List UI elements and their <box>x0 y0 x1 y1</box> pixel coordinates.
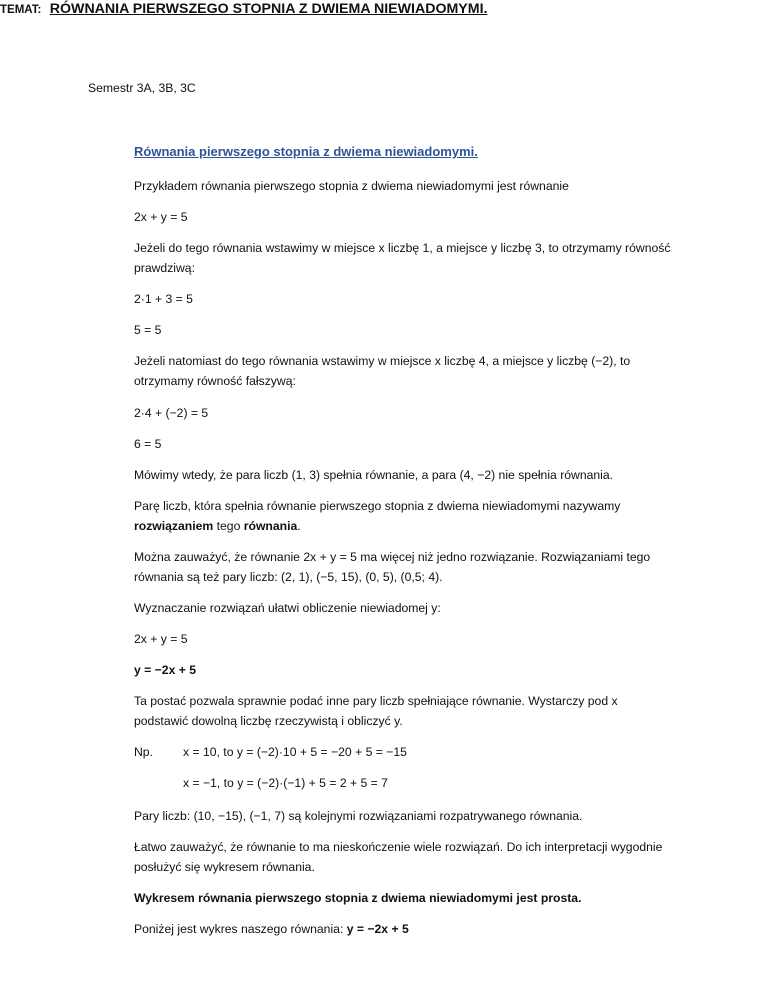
paragraph-intro: Przykładem równania pierwszego stopnia z dwiema niewiadomymi jest równanie <box>134 179 569 193</box>
equation-6: 2x + y = 5 <box>134 632 188 646</box>
paragraph-graph-definition: Wykresem równania pierwszego stopnia z dwiema niewiadomymi jest prosta. <box>134 891 582 905</box>
equation-3: 5 = 5 <box>134 323 162 337</box>
definition-text-start: Parę liczb, która spełnia równanie pierwszego stopnia z dwiema niewiadomymi nazywamy <box>134 499 621 513</box>
topic-label: TEMAT: <box>0 4 42 16</box>
example-label: Np. <box>134 745 153 759</box>
paragraph-next-solutions: Pary liczb: (10, −15), (−1, 7) są kolejnymi rozwiązaniami rozpatrywanego równania. <box>134 809 583 823</box>
equation-1: 2x + y = 5 <box>134 210 188 224</box>
paragraph-substitute: Ta postać pozwala sprawnie podać inne pary liczb spełniające równanie. Wystarczy pod x podstawić dowolną liczbę rzeczywistą i obliczyć y. <box>134 694 618 728</box>
equation-4: 2·4 + (−2) = 5 <box>134 406 209 420</box>
topic-title: RÓWNANIA PIERWSZEGO STOPNIA Z DWIEMA NIEWIADOMYMI. <box>49 1 488 17</box>
paragraph-pairs: Mówimy wtedy, że para liczb (1, 3) spełnia równanie, a para (4, −2) nie spełnia równania. <box>134 468 614 482</box>
example-line-2: x = −1, to y = (−2)·(−1) + 5 = 2 + 5 = 7 <box>183 776 388 790</box>
paragraph-infinite: Łatwo zauważyć, że równanie to ma nieskończenie wiele rozwiązań. Do ich interpretacji wygodnie posłużyć się wykresem równania. <box>134 840 663 874</box>
paragraph-definition <box>134 496 674 536</box>
definition-term-equation: równania <box>243 519 298 533</box>
equation-7: y = −2x + 5 <box>134 663 197 677</box>
graph-intro-text: Poniżej jest wykres naszego równania: <box>134 922 347 936</box>
equation-2: 2·1 + 3 = 5 <box>134 292 193 306</box>
definition-text-end: . <box>297 519 301 533</box>
semester-line: Semestr 3A, 3B, 3C <box>88 81 196 95</box>
section-title: Równania pierwszego stopnia z dwiema niewiadomymi. <box>134 144 478 159</box>
topic-line <box>0 0 768 18</box>
paragraph-true-substitution: Jeżeli do tego równania wstawimy w miejsce x liczbę 1, a miejsce y liczbę 3, to otrzymamy równość prawdziwą: <box>134 241 671 275</box>
paragraph-solve-for-y: Wyznaczanie rozwiązań ułatwi obliczenie niewiadomej y: <box>134 601 441 615</box>
paragraph-false-substitution: Jeżeli natomiast do tego równania wstawimy w miejsce x liczbę 4, a miejsce y liczbę (−2), to otrzymamy równość fałszywą: <box>134 354 631 388</box>
graph-equation: y = −2x + 5 <box>346 922 409 936</box>
equation-5: 6 = 5 <box>134 437 162 451</box>
paragraph-more-solutions: Można zauważyć, że równanie 2x + y = 5 ma więcej niż jedno rozwiązanie. Rozwiązaniami tego równania są też pary liczb: (2, 1), (−5, 15), (0, 5), (0,5; 4). <box>134 550 651 584</box>
example-line-1: x = 10, to y = (−2)·10 + 5 = −20 + 5 = −15 <box>183 745 407 759</box>
definition-term-solution: rozwiązaniem <box>134 519 214 533</box>
definition-text-mid: tego <box>213 519 244 533</box>
paragraph-graph-intro <box>134 919 674 939</box>
